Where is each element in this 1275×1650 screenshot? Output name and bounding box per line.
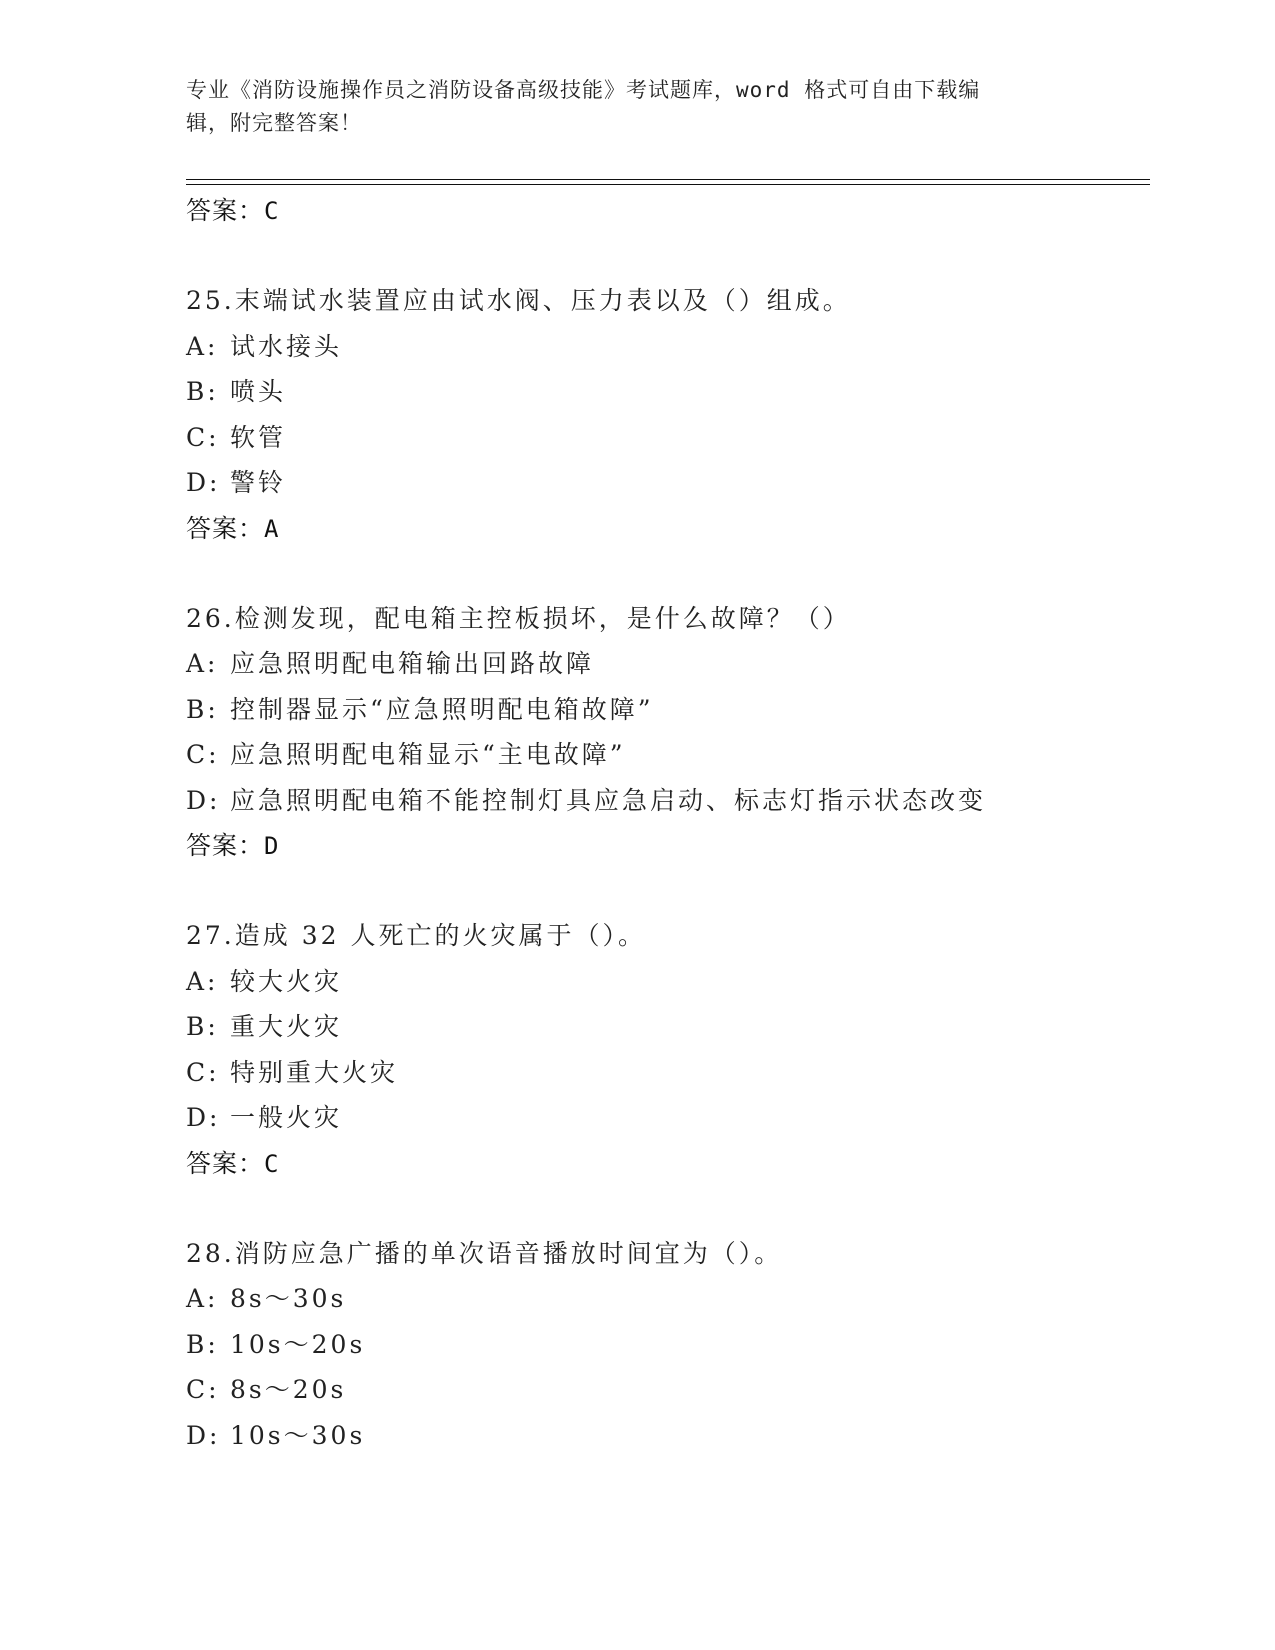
option-key: C: <box>186 1057 220 1087</box>
option-text: 警铃 <box>230 468 287 497</box>
answer-label: 答案： <box>186 1148 265 1178</box>
question-stem: 27.造成 32 人死亡的火灾属于（）。 <box>186 921 646 950</box>
header-divider-top <box>186 179 1150 180</box>
option-key: D: <box>186 1103 221 1132</box>
option-a <box>186 1276 1150 1322</box>
answer-label: 答案： <box>186 513 265 543</box>
question-list <box>186 188 1150 1458</box>
option-text: 一般火灾 <box>230 1103 343 1132</box>
previous-answer <box>186 188 1150 233</box>
question-stem: 28.消防应急广播的单次语音播放时间宜为（）。 <box>186 1238 783 1268</box>
option-key: B: <box>186 1329 219 1359</box>
option-c <box>186 1367 1150 1413</box>
option-text: 10s～20s <box>230 1329 366 1359</box>
option-c <box>186 732 1150 778</box>
option-key: C: <box>186 422 220 452</box>
option-d <box>186 460 1150 506</box>
option-text: 试水接头 <box>230 331 343 361</box>
option-key: C: <box>186 740 220 769</box>
option-key: B: <box>186 694 219 724</box>
option-key: A: <box>186 331 219 361</box>
answer-label: 答案： <box>186 196 265 225</box>
question-block <box>186 1231 1150 1459</box>
answer-label: 答案： <box>186 831 265 860</box>
answer-value: A <box>264 514 280 543</box>
question-answer <box>186 823 1150 868</box>
option-d <box>186 1413 1150 1459</box>
option-b <box>186 1004 1150 1050</box>
option-text: 特别重大火灾 <box>230 1057 399 1087</box>
option-text: 控制器显示“应急照明配电箱故障” <box>230 694 654 724</box>
option-text: 喷头 <box>230 377 287 406</box>
option-text: 较大火灾 <box>230 966 343 996</box>
option-text: 重大火灾 <box>230 1012 343 1041</box>
option-d <box>186 1095 1150 1141</box>
option-text: 应急照明配电箱不能控制灯具应急启动、标志灯指示状态改变 <box>230 785 987 815</box>
option-key: A: <box>186 1284 219 1313</box>
question-block <box>186 596 1150 869</box>
option-c <box>186 415 1150 461</box>
option-b <box>186 687 1150 733</box>
answer-value: D <box>264 832 280 860</box>
option-text: 应急照明配电箱显示“主电故障” <box>230 740 626 769</box>
option-key: A: <box>186 649 219 678</box>
option-a <box>186 324 1150 370</box>
answer-value: C <box>264 197 280 225</box>
option-d <box>186 778 1150 824</box>
option-key: C: <box>186 1375 220 1404</box>
option-a <box>186 641 1150 687</box>
option-key: A: <box>186 966 219 996</box>
option-b <box>186 369 1150 415</box>
question-stem: 26.检测发现，配电箱主控板损坏，是什么故障？（） <box>186 603 851 633</box>
header-line-2: 辑，附完整答案！ <box>186 111 362 135</box>
option-key: B: <box>186 1012 219 1041</box>
answer-value: C <box>264 1149 280 1178</box>
question-answer <box>186 1141 1150 1186</box>
option-b <box>186 1322 1150 1368</box>
option-text: 8s～30s <box>230 1284 347 1313</box>
option-text: 软管 <box>230 422 287 452</box>
question-block <box>186 278 1150 551</box>
header-divider-bottom <box>186 184 1150 185</box>
option-c <box>186 1050 1150 1096</box>
document-header <box>186 74 1076 140</box>
question-answer <box>186 506 1150 551</box>
option-text: 应急照明配电箱输出回路故障 <box>230 649 595 678</box>
option-text: 10s～30s <box>230 1420 366 1450</box>
option-key: B: <box>186 377 219 406</box>
header-line-1: 专业《消防设施操作员之消防设备高级技能》考试题库，word 格式可自由下载编 <box>186 78 981 102</box>
option-key: D: <box>186 1420 221 1450</box>
option-key: D: <box>186 468 221 497</box>
option-text: 8s～20s <box>230 1375 347 1404</box>
question-stem: 25.末端试水装置应由试水阀、压力表以及（）组成。 <box>186 286 851 315</box>
option-a <box>186 959 1150 1005</box>
question-block <box>186 913 1150 1186</box>
option-key: D: <box>186 785 221 815</box>
